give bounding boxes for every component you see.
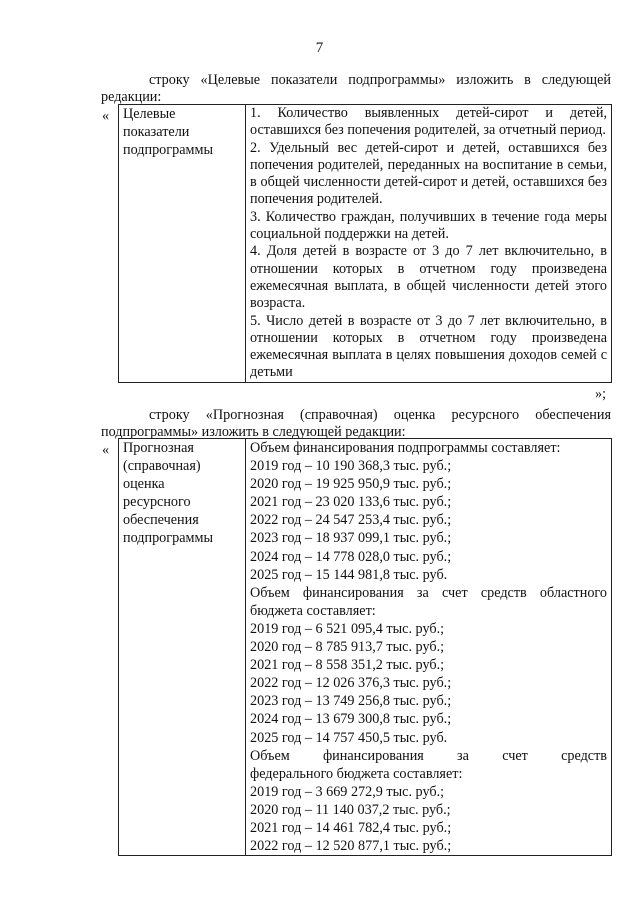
financing-line: 2019 год – 6 521 095,4 тыс. руб.; — [250, 620, 445, 637]
label-line: подпрограммы — [123, 142, 213, 158]
financing-line: 2023 год – 13 749 256,8 тыс. руб.; — [250, 693, 452, 710]
financing-line: 2021 год – 23 020 133,6 тыс. руб.; — [250, 494, 452, 511]
section1-intro-line2: редакции: — [101, 89, 162, 105]
label-line: показатели — [123, 124, 190, 140]
section1-open-quote: « — [102, 108, 110, 124]
financing-line: 2020 год – 19 925 950,9 тыс. руб.; — [250, 476, 452, 493]
target-indicators-label — [119, 105, 246, 383]
indicator-item: 4. Доля детей в возрасте от 3 до 7 лет включительно, в отношении которых в отчетном году произведена ежемесячная выплата, в общей численности детей этого возраста. — [250, 243, 607, 312]
financing-line: 2021 год – 8 558 351,2 тыс. руб.; — [250, 657, 445, 674]
section1-intro — [101, 72, 611, 106]
financing-line: 2019 год – 10 190 368,3 тыс. руб.; — [250, 458, 452, 475]
section2-intro-line1: строку «Прогнозная (справочная) оценка ресурсного обеспечения — [149, 407, 611, 423]
financing-line: 2023 год – 18 937 099,1 тыс. руб.; — [250, 530, 452, 547]
target-indicators-table — [118, 104, 612, 383]
label-line: (справочная) — [123, 458, 201, 474]
page-number: 7 — [315, 40, 324, 56]
financing-line: бюджета составляет: — [250, 602, 376, 619]
label-line: обеспечения — [123, 512, 199, 528]
label-line: Целевые — [123, 106, 176, 122]
section2-intro — [101, 407, 611, 441]
indicator-item: 3. Количество граждан, получивших в течение года меры социальной поддержки на детей. — [250, 208, 607, 243]
financing-line: федерального бюджета составляет: — [250, 765, 463, 782]
section1-close-quote: »; — [595, 386, 607, 402]
financing-line: Объем финансирования за счет средств областного — [250, 584, 607, 601]
label-line: подпрограммы — [123, 530, 213, 546]
financing-line: Объем финансирования подпрограммы составляет: — [250, 440, 561, 456]
label-line: оценка — [123, 476, 165, 492]
section1-intro-line1: строку «Целевые показатели подпрограммы» изложить в следующей — [149, 72, 611, 88]
resource-estimate-table — [118, 438, 612, 856]
financing-line: 2024 год – 13 679 300,8 тыс. руб.; — [250, 711, 452, 728]
financing-line: 2021 год – 14 461 782,4 тыс. руб.; — [250, 819, 452, 836]
resource-estimate-content — [246, 439, 612, 856]
financing-line: 2024 год – 14 778 028,0 тыс. руб.; — [250, 548, 452, 565]
financing-line: 2022 год – 24 547 253,4 тыс. руб.; — [250, 512, 452, 529]
financing-line: 2022 год – 12 520 877,1 тыс. руб.; — [250, 838, 452, 855]
indicator-item: 1. Количество выявленных детей-сирот и детей, оставшихся без попечения родителей, за отчетный период. — [250, 105, 607, 139]
financing-line: 2025 год – 14 757 450,5 тыс. руб. — [250, 729, 448, 746]
resource-estimate-label — [119, 439, 246, 856]
label-line: Прогнозная — [123, 440, 194, 456]
financing-line: 2020 год – 11 140 037,2 тыс. руб.; — [250, 801, 451, 818]
financing-line: 2025 год – 15 144 981,8 тыс. руб. — [250, 566, 448, 583]
label-line: ресурсного — [123, 494, 191, 510]
target-indicators-content — [246, 105, 612, 383]
financing-line: 2019 год – 3 669 272,9 тыс. руб.; — [250, 783, 445, 800]
financing-line: 2022 год – 12 026 376,3 тыс. руб.; — [250, 675, 452, 692]
indicator-item: 5. Число детей в возрасте от 3 до 7 лет включительно, в отношении которых в отчетном году произведена ежемесячная выплата в целях повышения доходов семей с детьми — [250, 312, 607, 381]
indicator-item: 2. Удельный вес детей-сирот и детей, оставшихся без попечения родителей, переданных на воспитание в семьи, в общей численности детей-сирот и детей, оставшихся без попечения родителей. — [250, 139, 607, 208]
section2-open-quote: « — [102, 442, 110, 458]
section2-intro-line2: подпрограммы» изложить в следующей редакции: — [101, 424, 406, 440]
financing-line: 2020 год – 8 785 913,7 тыс. руб.; — [250, 639, 445, 656]
financing-line: Объем финансирования за счет средств — [250, 747, 607, 764]
